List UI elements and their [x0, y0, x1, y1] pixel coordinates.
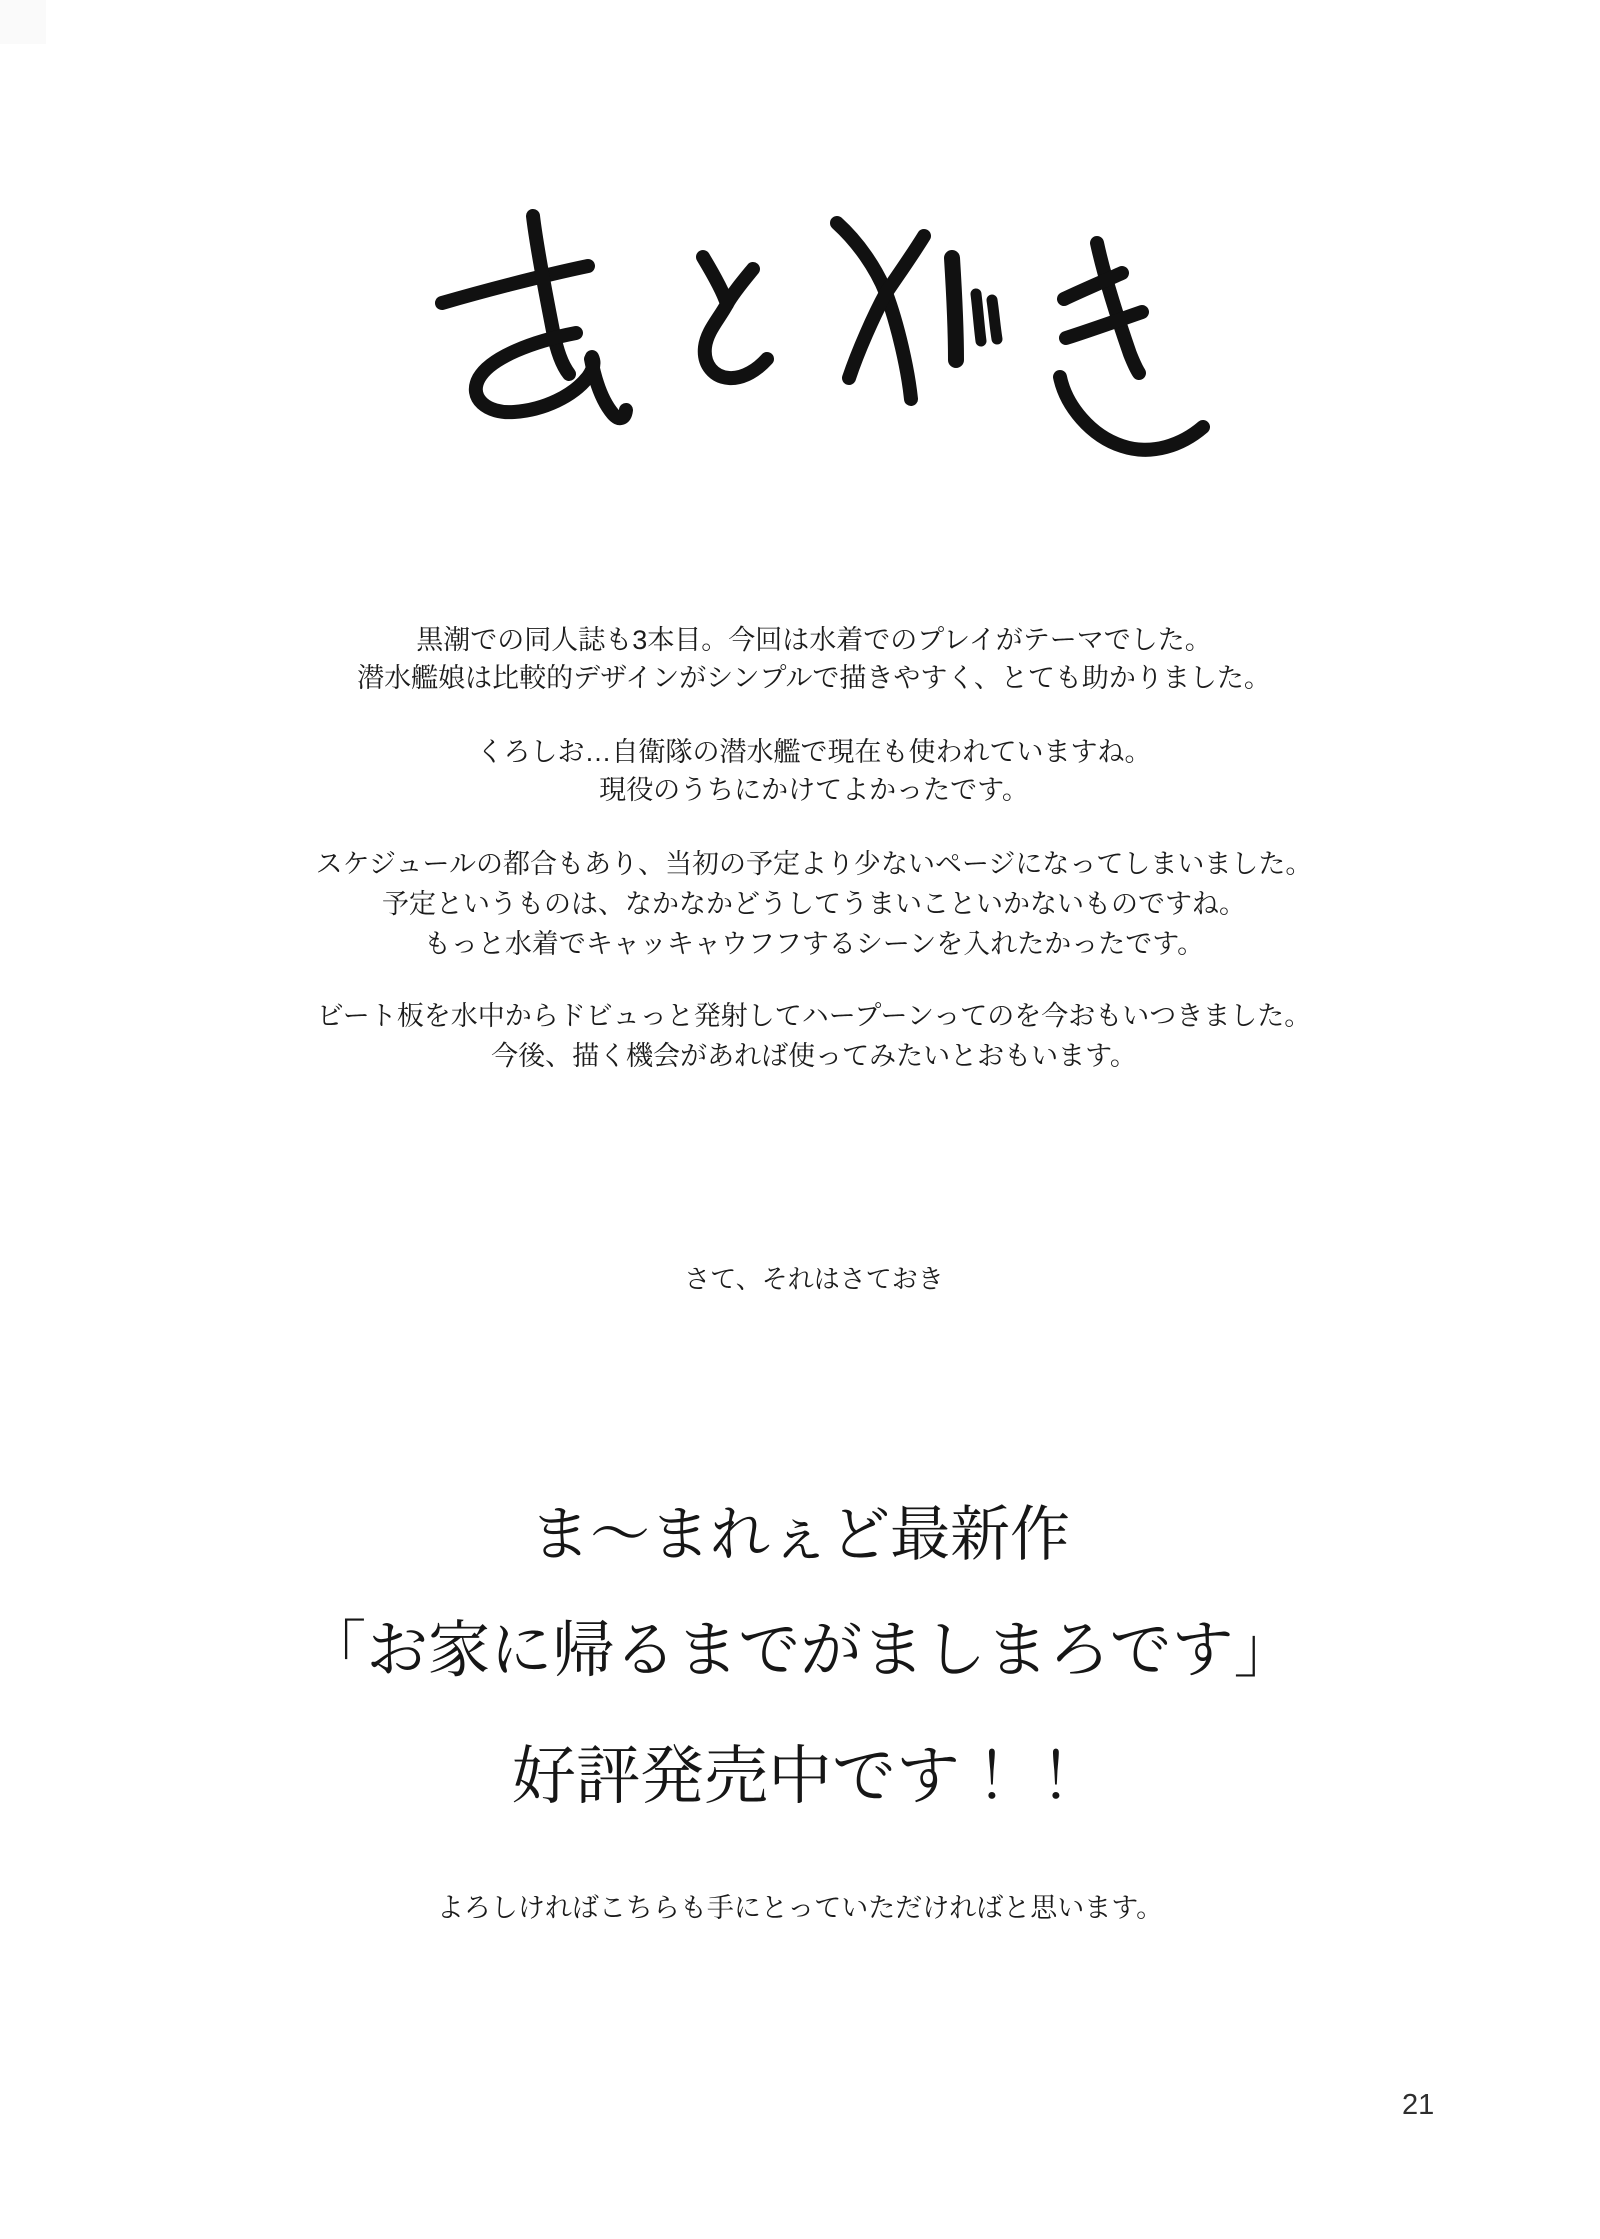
- announcement-note: よろしければこちらも手にとっていただければと思います。: [436, 1893, 1164, 1923]
- title-glyph-to-main: [703, 257, 767, 378]
- afterword-line: 黒潮での同人誌も3本目。今回は水着でのプレイがテーマでした。: [416, 625, 1212, 655]
- title-glyph-ga-dakuten2: [992, 300, 997, 339]
- announcement-book-title: 「お家に帰るまでがましまろです」: [304, 1616, 1296, 1685]
- afterword-line: ビート板を水中からドビュっと発射してハープーンってのを今おもいつきました。: [316, 1001, 1312, 1031]
- page-number: 21: [1402, 2089, 1435, 2121]
- title-glyph-a-vertical: [533, 216, 569, 374]
- scan-corner-artifact: [0, 0, 46, 44]
- afterword-aside: さて、それはさておき: [684, 1264, 944, 1294]
- title-glyph-ga-stroke3: [952, 258, 956, 360]
- afterword-line: 今後、描く機会があれば使ってみたいとおもいます。: [491, 1041, 1137, 1071]
- announcement-on-sale: 好評発売中です！！: [512, 1740, 1088, 1812]
- announcement-circle-name: ま〜まれぇど最新作: [530, 1501, 1070, 1568]
- title-glyph-a-horizontal: [442, 266, 588, 303]
- afterword-line: 現役のうちにかけてよかったです。: [599, 775, 1029, 805]
- title-glyph-ki-sweep: [1060, 377, 1203, 450]
- afterword-line: 潜水艦娘は比較的デザインがシンプルで描きやすく、とても助かりました。: [357, 663, 1271, 693]
- title-glyph-ga-dakuten1: [976, 294, 981, 341]
- title-glyph-a-tail: [591, 359, 626, 418]
- afterword-line: もっと水着でキャッキャウフフするシーンを入れたかったです。: [423, 929, 1205, 959]
- title-glyph-to-fork: [727, 269, 753, 304]
- handwritten-title-atogaki: [430, 205, 1220, 465]
- afterword-line: スケジュールの都合もあり、当初の予定より少ないページになってしまいました。: [315, 849, 1313, 879]
- afterword-line: くろしお…自衛隊の潜水艦で現在も使われていますね。: [476, 737, 1152, 767]
- afterword-line: 予定というものは、なかなかどうしてうまいこといかないものですね。: [382, 889, 1246, 919]
